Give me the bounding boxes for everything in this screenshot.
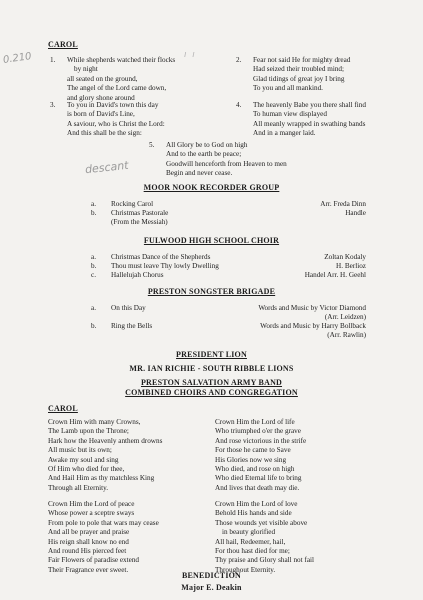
descant-note: descant [84, 158, 130, 177]
program-item: a. On this Day Words and Music by Victor Diamond (Arr. Leidzen) [91, 304, 366, 322]
carol-verse-1: While shepherds watched their flocks by night all seated on the ground, The angel of the Lord came down, and glory shone around [67, 56, 176, 102]
verse-number: 3. [50, 101, 56, 109]
verse-number: 5. [149, 141, 155, 149]
band-heading: PRESTON SALVATION ARMY BAND [140, 378, 283, 387]
hymn-verse-3: Crown Him the Lord of peace Whose power a sceptre sways From pole to pole that wars may cease And all be prayer and praise His reign shall know no end And round His pierced feet Fair Flowers of paradise extend Their Fragrance ever sweet. [48, 500, 159, 574]
verse-number: 4. [236, 101, 242, 109]
carol-verse-4: The heavenly Babe you there shall find To human view displayed All meanly wrapped in swathing bands And in a manger laid. [253, 101, 366, 138]
band-subheading: COMBINED CHOIRS AND CONGREGATION [125, 388, 298, 397]
carol-heading: CAROL [48, 40, 78, 49]
hymn-verse-2: Crown Him the Lord of life Who triumphed o'er the grave And rose victorious in the strife For those he came to Save His Glories now we sing Who died, and rose on high Who died Eternal life to bring And lives that death may die. [215, 418, 307, 492]
carol-verse-2: Fear not said He for mighty dread Had seized their troubled mind; Glad tidings of great joy I bring To you and all mankind. [253, 56, 351, 93]
carol-verse-3: To you in David's town this day is born of David's Line, A saviour, who is Christ the Lord: And this shall be the sign: [67, 101, 165, 138]
program-item: b. Ring the Bells Words and Music by Harry Bollback (Arr. Rawlin) [91, 322, 366, 340]
president-heading: PRESIDENT LION [176, 350, 247, 359]
carol-verse-5: All Glory be to God on high And to the earth be peace; Goodwill henceforth from Heaven to men Begin and never cease. [166, 141, 287, 178]
verse-number: 1. [50, 56, 56, 64]
pencil-tick: ı ı [184, 50, 195, 60]
hymn-verse-1: Crown Him with many Crowns, The Lamb upon the Throne; Hark how the Heavenly anthem drowns All music but its own; Awake my soul and sing Of Him who died for thee, And Hail Him as thy matchless King Through all Eternity. [48, 418, 163, 492]
program-note: (From the Messiah) [111, 218, 168, 226]
benediction-name: Major E. Deakin [181, 583, 242, 592]
hymn-verse-4: Crown Him the Lord of love Behold His hands and side Those wounds yet visible above in beauty glorified All hail, Redeemer, hail, For thou hast died for me; Thy praise and Glory shall not fail Throughout Eternity. [215, 500, 315, 574]
fulwood-heading: FULWOOD HIGH SCHOOL CHOIR [143, 236, 280, 245]
program-item: b. Christmas Pastorale Handle [91, 209, 366, 217]
program-item: b. Thou must leave Thy lowly Dwelling H. Berlioz [91, 262, 366, 270]
moor-nook-heading: MOOR NOOK RECORDER GROUP [143, 183, 280, 192]
carol-heading: CAROL [48, 404, 78, 413]
songster-heading: PRESTON SONGSTER BRIGADE [147, 287, 276, 296]
margin-note: 0.210 [2, 51, 33, 66]
program-item: a. Christmas Dance of the Shepherds Zoltan Kodaly [91, 253, 366, 261]
president-name: MR. IAN RICHIE - SOUTH RIBBLE LIONS [129, 364, 294, 373]
benediction-heading: BENEDICTION [181, 571, 242, 580]
program-item: c. Hallelujah Chorus Handel Arr. H. Geehl [91, 271, 366, 279]
verse-number: 2. [236, 56, 242, 64]
program-item: a. Rocking Carol Arr. Freda Dinn [91, 200, 366, 208]
